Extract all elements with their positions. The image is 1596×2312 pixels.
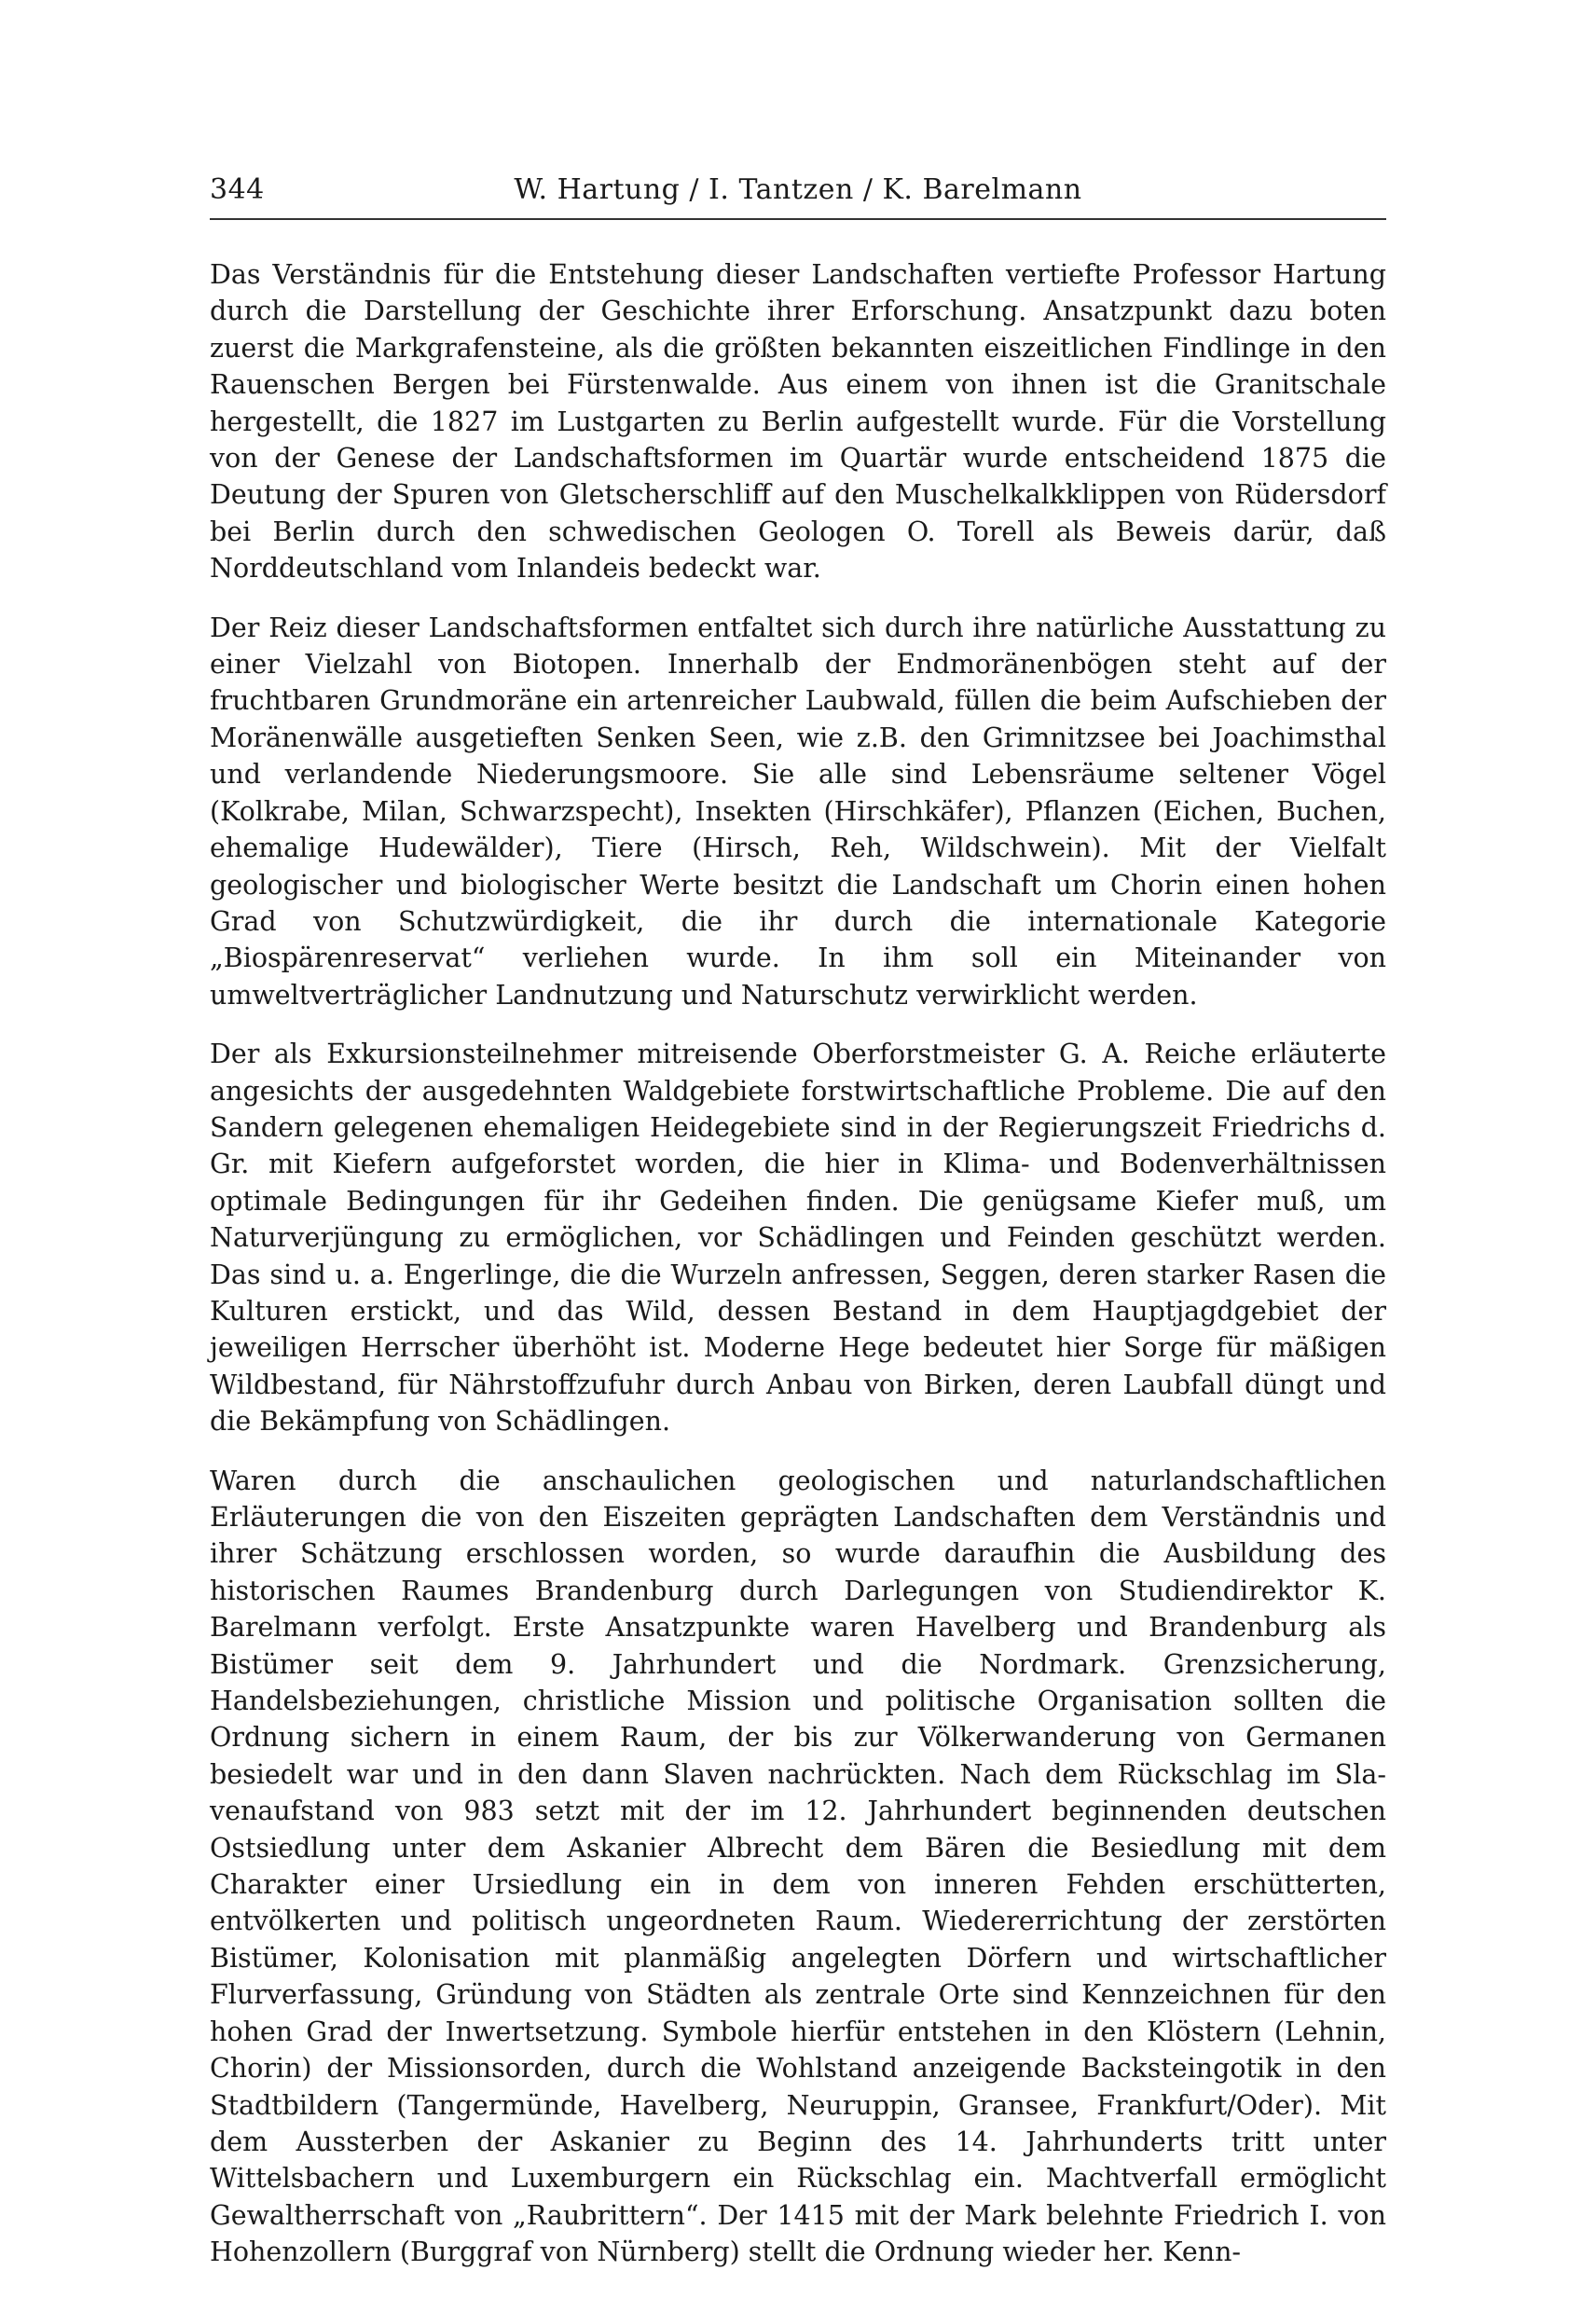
paragraph-markgrafensteine: Das Verständnis für die Entstehung dieser Landschaften vertiefte Professor Hartung durch die Darstellung der Geschichte ihrer Erforschung. Ansatzpunkt dazu boten zuerst die Markgrafensteine, als die größten bekannten eiszeitlichen Findlinge in den Rauenschen Bergen bei Fürstenwalde. Aus einem von ihnen ist die Granitschale hergestellt, die 1827 im Lustgarten zu Berlin aufgestellt wurde. Für die Vorstellung von der Genese der Landschaftsformen im Quartär wurde entscheidend 1875 die Deutung der Spuren von Gletscherschliff auf den Muschelkalkklippen von Rüdersdorf bei Berlin durch den schwedischen Geologen O. Torell als Beweis darür, daß Norddeutschland vom Inlandeis bedeckt war. [210, 259, 1386, 585]
paragraph-brandenburg-history: Waren durch die anschaulichen geologischen und naturlandschaftlichen Erläuterungen die von den Eiszeiten geprägten Landschaften dem Verständnis und ihrer Schätzung erschlossen worden, so wurde daraufhin die Ausbildung des historischen Raumes Brandenburg durch Darlegungen von Studiendirektor K. Barelmann verfolgt. Erste Ansatzpunkte waren Havelberg und Brandenburg als Bistümer seit dem 9. Jahrhundert und die Nordmark. Grenzsicherung, Handelsbeziehungen, christliche Mission und politische Organisation sollten die Ordnung sichern in einem Raum, der bis zur Völkerwanderung von Germanen besiedelt war und in den dann Slaven nachrückten. Nach dem Rückschlag im Slavenaufstand von 983 setzt mit der im 12. Jahrhundert beginnenden deutschen Ostsiedlung unter dem Askanier Albrecht dem Bären die Besiedlung mit dem Charakter einer Ursiedlung ein in dem von inneren Fehden erschütterten, entvölkerten und politisch ungeordneten Raum. Wiedererrichtung der zerstörten Bistümer, Kolonisation mit planmäßig angelegten Dörfern und wirtschaftlicher Flurverfassung, Gründung von Städten als zentrale Orte sind Kennzeichnen für den hohen Grad der Inwertsetzung. Symbole hierfür entstehen in den Klöstern (Lehnin, Chorin) der Missionsorden, durch die Wohlstand anzeigende Backsteingotik in den Stadtbildern (Tangermünde, Havelberg, Neuruppin, Gransee, Frankfurt/Oder). Mit dem Aussterben der Askanier zu Beginn des 14. Jahrhunderts tritt unter Wittelsbachern und Luxemburgern ein Rückschlag ein. Machtverfall ermöglicht Gewaltherrschaft von „Raubrittern“. Der 1415 mit der Mark belehnte Friedrich I. von Hohenzollern (Burggraf von Nürnberg) stellt die Ordnung wieder her. Kenn- [210, 1465, 1386, 2268]
paragraph-biotope: Der Reiz dieser Landschaftsformen entfaltet sich durch ihre natürliche Ausstattung zu einer Vielzahl von Biotopen. Innerhalb der Endmoränenbögen steht auf der fruchtbaren Grundmoräne ein artenreicher Laubwald, füllen die beim Aufschieben der Moränenwälle ausgetieften Senken Seen, wie z.B. den Grimnitzsee bei Joachimsthal und verlandende Niederungsmoore. Sie alle sind Lebensräume seltener Vögel (Kolkrabe, Milan, Schwarzspecht), Insekten (Hirschkäfer), Pflanzen (Eichen, Buchen, ehemalige Hudewälder), Tiere (Hirsch, Reh, Wildschwein). Mit der Vielfalt geologischer und biologischer Werte besitzt die Landschaft um Chorin einen hohen Grad von Schutzwürdigkeit, die ihr durch die internationale Kategorie „Biospärenreservat“ verliehen wurde. In ihm soll ein Miteinander von umweltverträglicher Landnutzung und Naturschutz verwirklicht werden. [210, 612, 1386, 1011]
header-rule [210, 218, 1386, 220]
page-number: 344 [210, 173, 265, 206]
body-text [210, 256, 1386, 2293]
running-head [210, 170, 1386, 211]
running-head-authors: W. Hartung / I. Tantzen / K. Barelmann [514, 173, 1082, 206]
paragraph-forstwirtschaft: Der als Exkursionsteilnehmer mitreisende Oberforstmeister G. A. Reiche erläuterte angesichts der ausgedehnten Waldgebiete forstwirtschaftliche Probleme. Die auf den Sandern gelegenen ehemaligen Heidegebiete sind in der Regierungszeit Friedrichs d. Gr. mit Kiefern aufgeforstet worden, die hier in Klima- und Bodenverhältnissen optimale Bedingungen für ihr Gedeihen finden. Die genügsame Kiefer muß, um Naturverjüngung zu ermöglichen, vor Schädlingen und Feinden geschützt werden. Das sind u. a. Engerlinge, die die Wurzeln anfressen, Seggen, deren starker Rasen die Kulturen erstickt, und das Wild, dessen Bestand in dem Hauptjagdgebiet der jeweiligen Herrscher überhöht ist. Moderne Hege bedeutet hier Sorge für mäßigen Wildbestand, für Nährstoffzufuhr durch Anbau von Birken, deren Laubfall düngt und die Bekämpfung von Schädlingen. [210, 1039, 1386, 1438]
